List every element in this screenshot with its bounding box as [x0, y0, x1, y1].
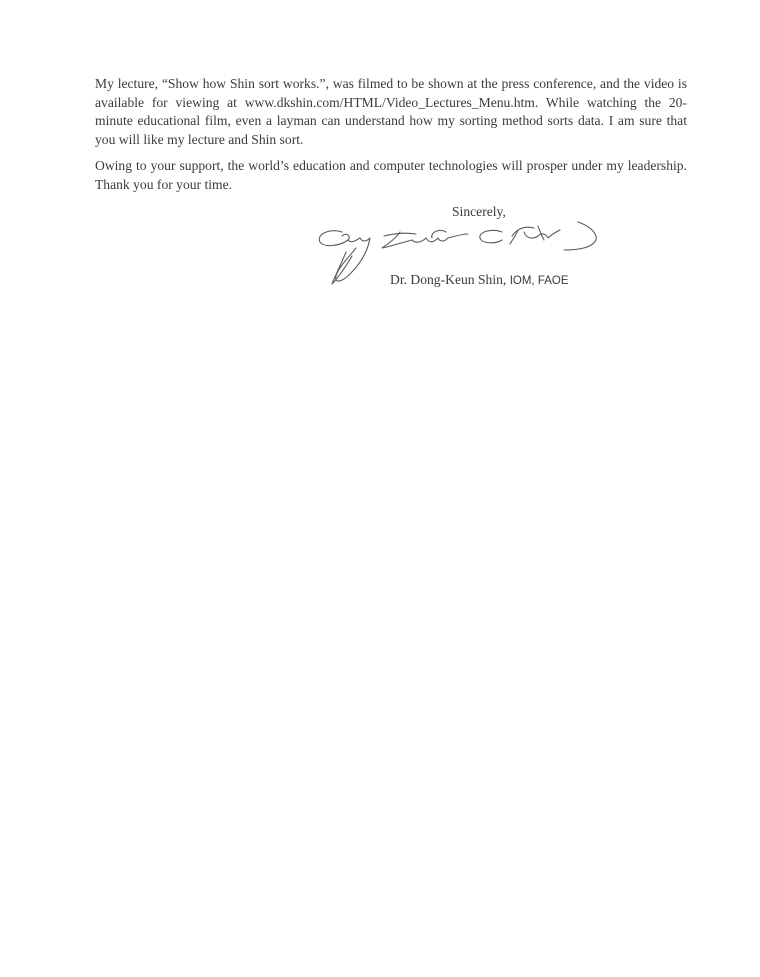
body-paragraph-lecture: My lecture, “Show how Shin sort works.”, was filmed to be shown at the press conference, and the video is available for viewing at www.dkshin.com/HTML/Video_Lectures_Menu.htm. While watching the 20-minute educational film, even a layman can understand how my sorting method sorts data. I am sure that you will like my lecture and Shin sort.	[95, 76, 687, 147]
signer-credentials: IOM, FAOE	[509, 275, 569, 287]
signer-name	[390, 272, 569, 288]
closing-salutation: Sincerely,	[452, 204, 506, 219]
body-paragraph-support: Owing to your support, the world’s education and computer technologies will prosper under my leadership. Thank you for your time.	[95, 158, 687, 192]
signer-full-name: Dr. Dong-Keun Shin,	[390, 272, 507, 287]
